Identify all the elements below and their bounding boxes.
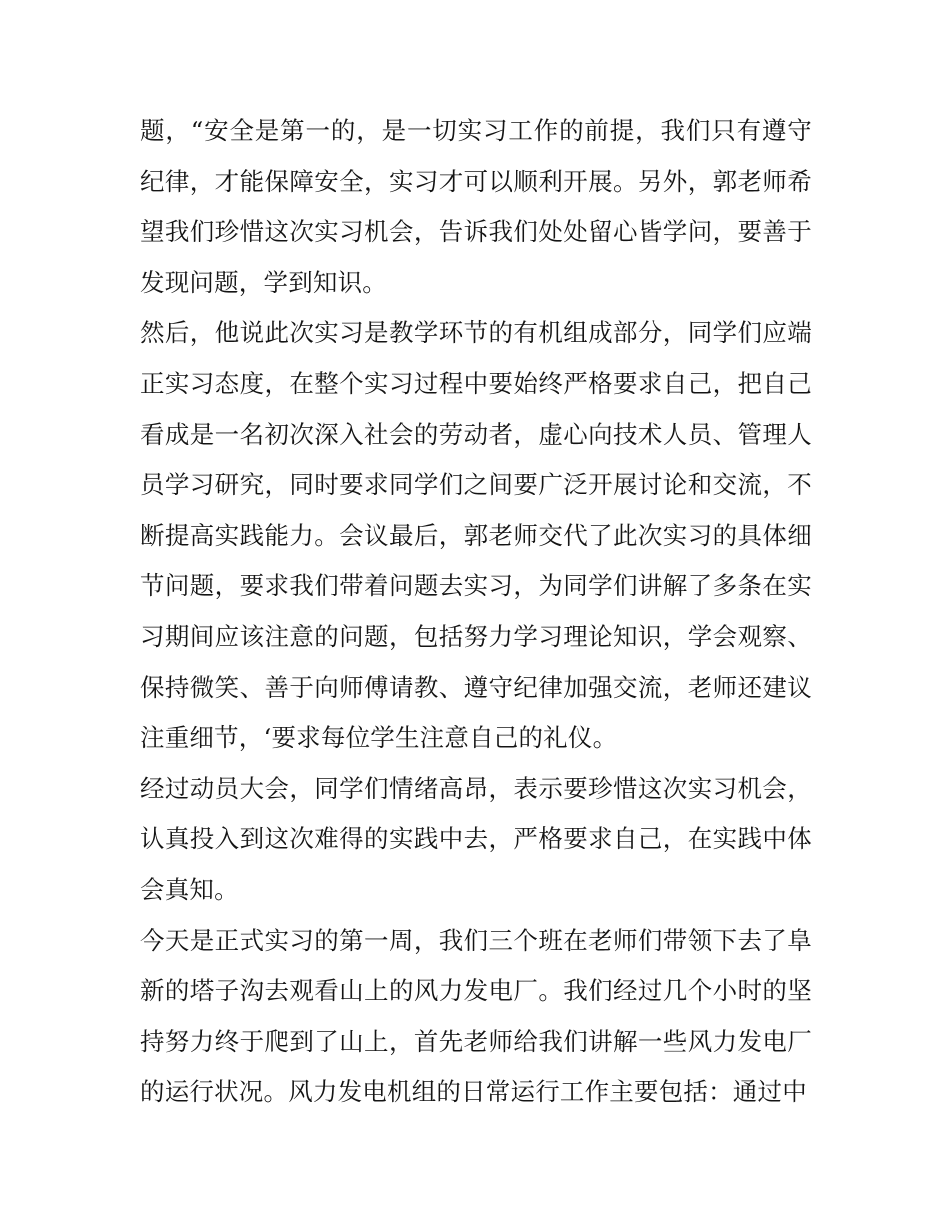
paragraph-internship-attitude: 然后，他说此次实习是教学环节的有机组成部分，同学们应端正实习态度，在整个实习过程中要始终严格要求自己，把自己看成是一名初次深入社会的劳动者，虚心向技术人员、管理人员学习研究，同时要求同学们之间要广泛开展讨论和交流，不断提高实践能力。会议最后，郭老师交代了此次实习的具体细节问题，要求我们带着问题去实习，为同学们讲解了多条在实习期间应该注意的问题，包括努力学习理论知识，学会观察、保持微笑、善于向师傅请教、遵守纪律加强交流，老师还建议注重细节，‘要求每位学生注意自己的礼仪。 bbox=[140, 318, 812, 753]
document-body bbox=[140, 106, 812, 1118]
paragraph-safety-discipline: 题，“安全是第一的，是一切实习工作的前提，我们只有遵守纪律，才能保障安全，实习才可以顺利开展。另外，郭老师希望我们珍惜这次实习机会，告诉我们处处留心皆学问，要善于发现问题，学到知识。 bbox=[140, 116, 812, 297]
paragraph-mobilization-meeting: 经过动员大会，同学们情绪高昂，表示要珍惜这次实习机会，认真投入到这次难得的实践中去，严格要求自己，在实践中体会真知。 bbox=[140, 773, 812, 904]
paragraph-wind-power-visit: 今天是正式实习的第一周，我们三个班在老师们带领下去了阜新的塔子沟去观看山上的风力发电厂。我们经过几个小时的坚持努力终于爬到了山上，首先老师给我们讲解一些风力发电厂的运行状况。风力发电机组的日常运行工作主要包括：通过中 bbox=[140, 925, 812, 1107]
